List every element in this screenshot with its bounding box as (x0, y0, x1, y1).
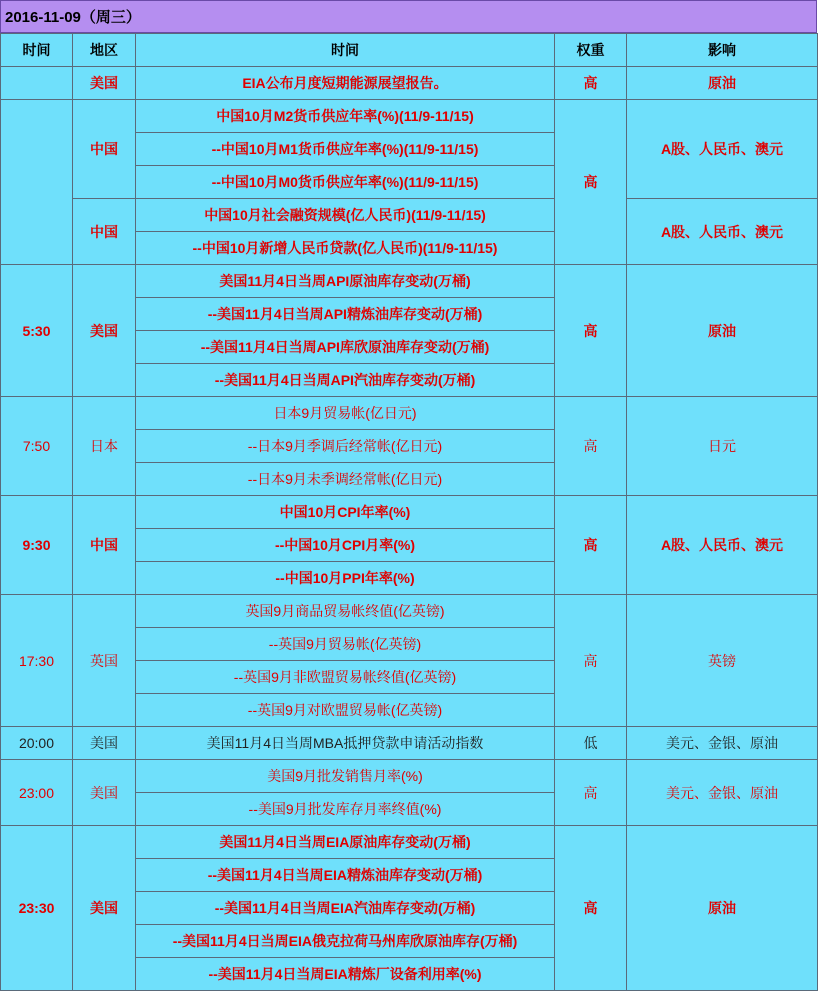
event-cell: 美国11月4日当周MBA抵押贷款申请活动指数 (136, 727, 555, 760)
impact-cell: 美元、金银、原油 (627, 727, 818, 760)
table-row (1, 760, 818, 793)
impact-cell: A股、人民币、澳元 (627, 100, 818, 199)
impact-cell: 原油 (627, 826, 818, 991)
event-cell: --中国10月M0货币供应年率(%)(11/9-11/15) (136, 166, 555, 199)
date-title: 2016-11-09（周三） (0, 0, 817, 33)
impact-cell: A股、人民币、澳元 (627, 496, 818, 595)
event-cell: --日本9月未季调经常帐(亿日元) (136, 463, 555, 496)
time-cell: 20:00 (1, 727, 73, 760)
event-cell: --英国9月对欧盟贸易帐(亿英镑) (136, 694, 555, 727)
weight-cell: 高 (555, 265, 627, 397)
weight-cell: 高 (555, 826, 627, 991)
time-cell: 9:30 (1, 496, 73, 595)
event-cell: --中国10月M1货币供应年率(%)(11/9-11/15) (136, 133, 555, 166)
weight-cell: 低 (555, 727, 627, 760)
weight-cell: 高 (555, 496, 627, 595)
table-row (1, 67, 818, 100)
impact-cell: 原油 (627, 67, 818, 100)
region-cell: 美国 (73, 67, 136, 100)
event-cell: --美国11月4日当周API汽油库存变动(万桶) (136, 364, 555, 397)
event-cell: --英国9月贸易帐(亿英镑) (136, 628, 555, 661)
region-cell: 日本 (73, 397, 136, 496)
table-row (1, 826, 818, 859)
table-row (1, 100, 818, 133)
region-cell: 美国 (73, 760, 136, 826)
weight-cell: 高 (555, 397, 627, 496)
event-cell: --美国11月4日当周EIA精炼油库存变动(万桶) (136, 859, 555, 892)
table-row (1, 595, 818, 628)
event-cell: 英国9月商品贸易帐终值(亿英镑) (136, 595, 555, 628)
impact-cell: A股、人民币、澳元 (627, 199, 818, 265)
region-cell: 美国 (73, 265, 136, 397)
impact-cell: 日元 (627, 397, 818, 496)
event-cell: --美国11月4日当周EIA汽油库存变动(万桶) (136, 892, 555, 925)
region-cell: 美国 (73, 826, 136, 991)
calendar-body (1, 67, 818, 991)
region-cell: 中国 (73, 199, 136, 265)
event-cell: --美国11月4日当周API库欣原油库存变动(万桶) (136, 331, 555, 364)
time-cell (1, 67, 73, 100)
event-cell: 中国10月社会融资规模(亿人民币)(11/9-11/15) (136, 199, 555, 232)
table-row (1, 397, 818, 430)
weight-cell: 高 (555, 760, 627, 826)
impact-cell: 美元、金银、原油 (627, 760, 818, 826)
table-row (1, 727, 818, 760)
event-cell: --中国10月PPI年率(%) (136, 562, 555, 595)
impact-cell: 原油 (627, 265, 818, 397)
event-cell: --英国9月非欧盟贸易帐终值(亿英镑) (136, 661, 555, 694)
time-cell: 7:50 (1, 397, 73, 496)
economic-calendar-table (0, 33, 818, 991)
event-cell: 中国10月M2货币供应年率(%)(11/9-11/15) (136, 100, 555, 133)
weight-cell: 高 (555, 67, 627, 100)
event-cell: --美国11月4日当周EIA俄克拉荷马州库欣原油库存(万桶) (136, 925, 555, 958)
header-time: 时间 (1, 34, 73, 67)
weight-cell: 高 (555, 595, 627, 727)
impact-cell: 英镑 (627, 595, 818, 727)
event-cell: --美国9月批发库存月率终值(%) (136, 793, 555, 826)
event-cell: --中国10月新增人民币贷款(亿人民币)(11/9-11/15) (136, 232, 555, 265)
header-impact: 影响 (627, 34, 818, 67)
weight-cell: 高 (555, 100, 627, 265)
event-cell: 美国11月4日当周API原油库存变动(万桶) (136, 265, 555, 298)
event-cell: 日本9月贸易帐(亿日元) (136, 397, 555, 430)
event-cell: 中国10月CPI年率(%) (136, 496, 555, 529)
header-event: 时间 (136, 34, 555, 67)
table-row (1, 496, 818, 529)
table-row (1, 199, 818, 232)
region-cell: 中国 (73, 100, 136, 199)
header-weight: 权重 (555, 34, 627, 67)
event-cell: 美国11月4日当周EIA原油库存变动(万桶) (136, 826, 555, 859)
time-cell: 23:00 (1, 760, 73, 826)
time-cell: 23:30 (1, 826, 73, 991)
region-cell: 英国 (73, 595, 136, 727)
event-cell: 美国9月批发销售月率(%) (136, 760, 555, 793)
event-cell: --中国10月CPI月率(%) (136, 529, 555, 562)
header-region: 地区 (73, 34, 136, 67)
time-cell: 5:30 (1, 265, 73, 397)
event-cell: --日本9月季调后经常帐(亿日元) (136, 430, 555, 463)
table-row (1, 265, 818, 298)
event-cell: --美国11月4日当周API精炼油库存变动(万桶) (136, 298, 555, 331)
time-cell (1, 100, 73, 265)
event-cell: EIA公布月度短期能源展望报告。 (136, 67, 555, 100)
header-row (1, 34, 818, 67)
event-cell: --美国11月4日当周EIA精炼厂设备利用率(%) (136, 958, 555, 991)
region-cell: 中国 (73, 496, 136, 595)
time-cell: 17:30 (1, 595, 73, 727)
region-cell: 美国 (73, 727, 136, 760)
